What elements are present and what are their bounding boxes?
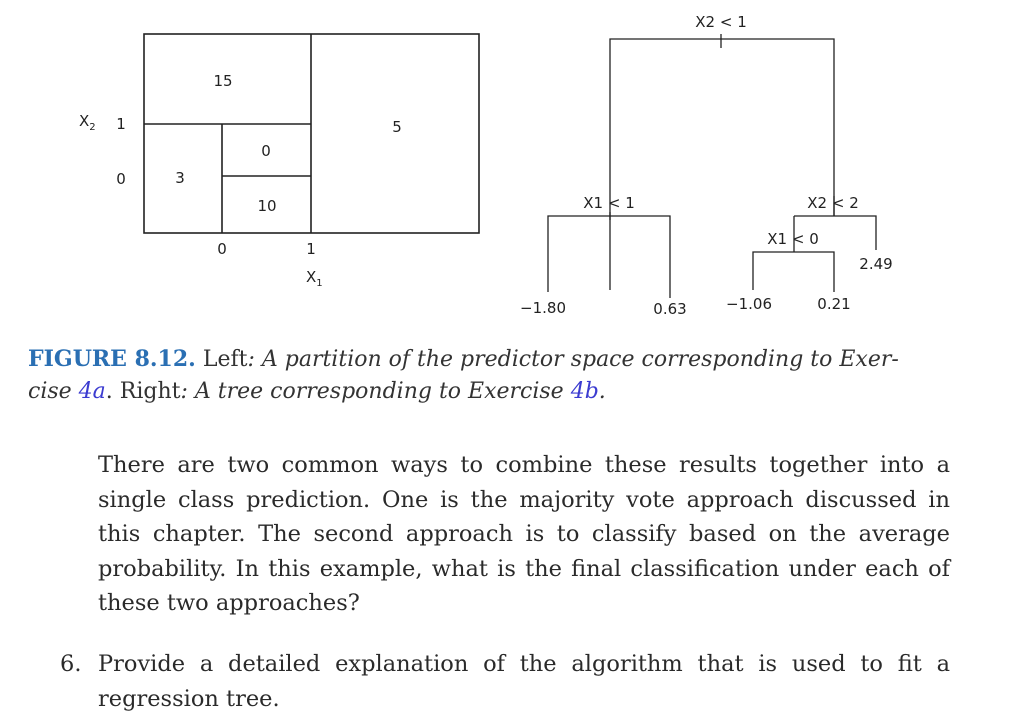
caption-period: . bbox=[105, 379, 120, 404]
exercise-4a-link[interactable]: 4a bbox=[78, 379, 106, 404]
figure-caption bbox=[28, 343, 958, 408]
caption-end: . bbox=[598, 379, 606, 404]
x2-tick-0: 0 bbox=[116, 170, 126, 188]
region-label-0: 0 bbox=[261, 142, 271, 160]
x2-axis-label: $X_2$ bbox=[79, 112, 96, 133]
leaf-value: −1.06 bbox=[726, 295, 772, 313]
exercise-number: 6. bbox=[60, 651, 82, 677]
exercise-4b-link[interactable]: 4b bbox=[570, 379, 599, 404]
tree-x1-lt-1-branch bbox=[548, 216, 670, 298]
region-label-15: 15 bbox=[213, 72, 233, 90]
leaf-value: 0.63 bbox=[653, 300, 687, 318]
x2-tick-1: 1 bbox=[116, 115, 126, 133]
caption-right-text: : A tree corresponding to Exercise bbox=[180, 379, 571, 404]
figure-8-12 bbox=[0, 0, 1020, 330]
leaf-value: 2.49 bbox=[859, 255, 893, 273]
leaf-value: 0.21 bbox=[817, 295, 851, 313]
split-x1-lt-1: X1 < 1 bbox=[583, 194, 635, 212]
split-x2-lt-2: X2 < 2 bbox=[807, 194, 859, 212]
x1-tick-1: 1 bbox=[306, 240, 316, 258]
split-x1-lt-0: X1 < 0 bbox=[767, 230, 819, 248]
caption-left-text: : A partition of the predictor space corresponding to Exer- bbox=[247, 347, 899, 372]
caption-left-word: Left bbox=[202, 347, 248, 372]
caption-cont: cise bbox=[28, 379, 79, 404]
region-label-10: 10 bbox=[257, 197, 277, 215]
exercise-text: Provide a detailed explanation of the algorithm that is used to fit a regression tree. bbox=[98, 651, 950, 712]
figure-number: FIGURE 8.12. bbox=[28, 346, 196, 372]
regression-tree bbox=[548, 34, 876, 298]
region-label-5: 5 bbox=[392, 118, 402, 136]
leaf-value: −1.80 bbox=[520, 299, 566, 317]
split-x2-lt-1: X2 < 1 bbox=[695, 13, 747, 31]
x1-tick-0: 0 bbox=[217, 240, 227, 258]
x1-axis-label: $X_1$ bbox=[306, 268, 323, 289]
region-label-3: 3 bbox=[175, 169, 185, 187]
partition-diagram bbox=[144, 34, 479, 233]
body-paragraph: There are two common ways to combine these results together into a single class prediction. One is the majority vote approach discussed in this chapter. The second approach is to classify based on the average probability. In this example, what is the final classification under each of these two approaches? bbox=[98, 452, 950, 616]
caption-right-word: Right bbox=[119, 379, 181, 404]
tree-x1-lt-0-branch bbox=[753, 252, 834, 292]
